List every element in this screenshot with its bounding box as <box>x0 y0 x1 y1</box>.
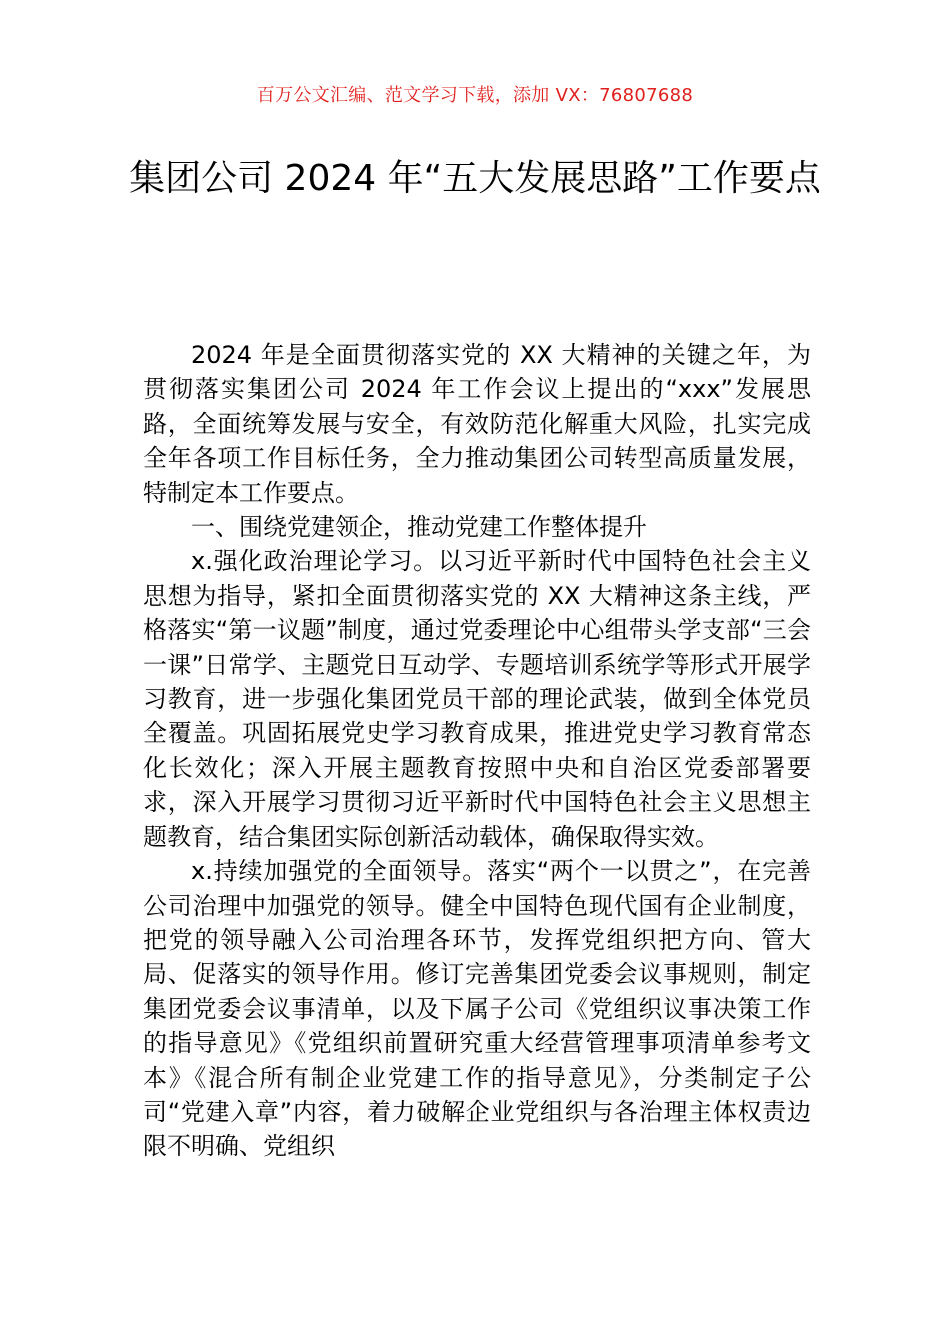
document-title: 集团公司 2024 年“五大发展思路”工作要点 <box>129 158 821 199</box>
section-heading-1: 一、围绕党建领企，推动党建工作整体提升 <box>191 513 647 542</box>
item-paragraph-1: x.强化政治理论学习。以习近平新时代中国特色社会主义思想为指导，紧扣全面贯彻落实党的 XX 大精神这条主线，严格落实“第一议题”制度，通过党委理论中心组带头学支部“三会一课”日常学、主题党日互动学、专题培训系统学等形式开展学习教育，进一步强化集团党员干部的理论武装，做到全体党员全覆盖。巩固拓展党史学习教育成果，推进党史学习教育常态化长效化；深入开展主题教育按照中央和自治区党委部署要求，深入开展学习贯彻习近平新时代中国特色社会主义思想主题教育，结合集团实际创新活动载体，确保取得实效。 <box>143 547 811 851</box>
item-paragraph-2: x.持续加强党的全面领导。落实“两个一以贯之”，在完善公司治理中加强党的领导。健全中国特色现代国有企业制度，把党的领导融入公司治理各环节，发挥党组织把方向、管大局、促落实的领导作用。修订完善集团党委会议事规则，制定集团党委会议事清单，以及下属子公司《党组织议事决策工作的指导意见》《党组织前置研究重大经营管理事项清单参考文本》《混合所有制企业党建工作的指导意见》，分类制定子公司“党建入章”内容，着力破解企业党组织与各治理主体权责边限不明确、党组织 <box>143 857 811 1161</box>
intro-paragraph: 2024 年是全面贯彻落实党的 XX 大精神的关键之年，为贯彻落实集团公司 2024 年工作会议上提出的“xxx”发展思路，全面统筹发展与安全，有效防范化解重大风险，扎实完成全年各项工作目标任务，全力推动集团公司转型高质量发展，特制定本工作要点。 <box>143 341 811 507</box>
document-body <box>143 338 811 1164</box>
promo-banner: 百万公文汇编、范文学习下载，添加 VX：76807688 <box>256 85 694 106</box>
